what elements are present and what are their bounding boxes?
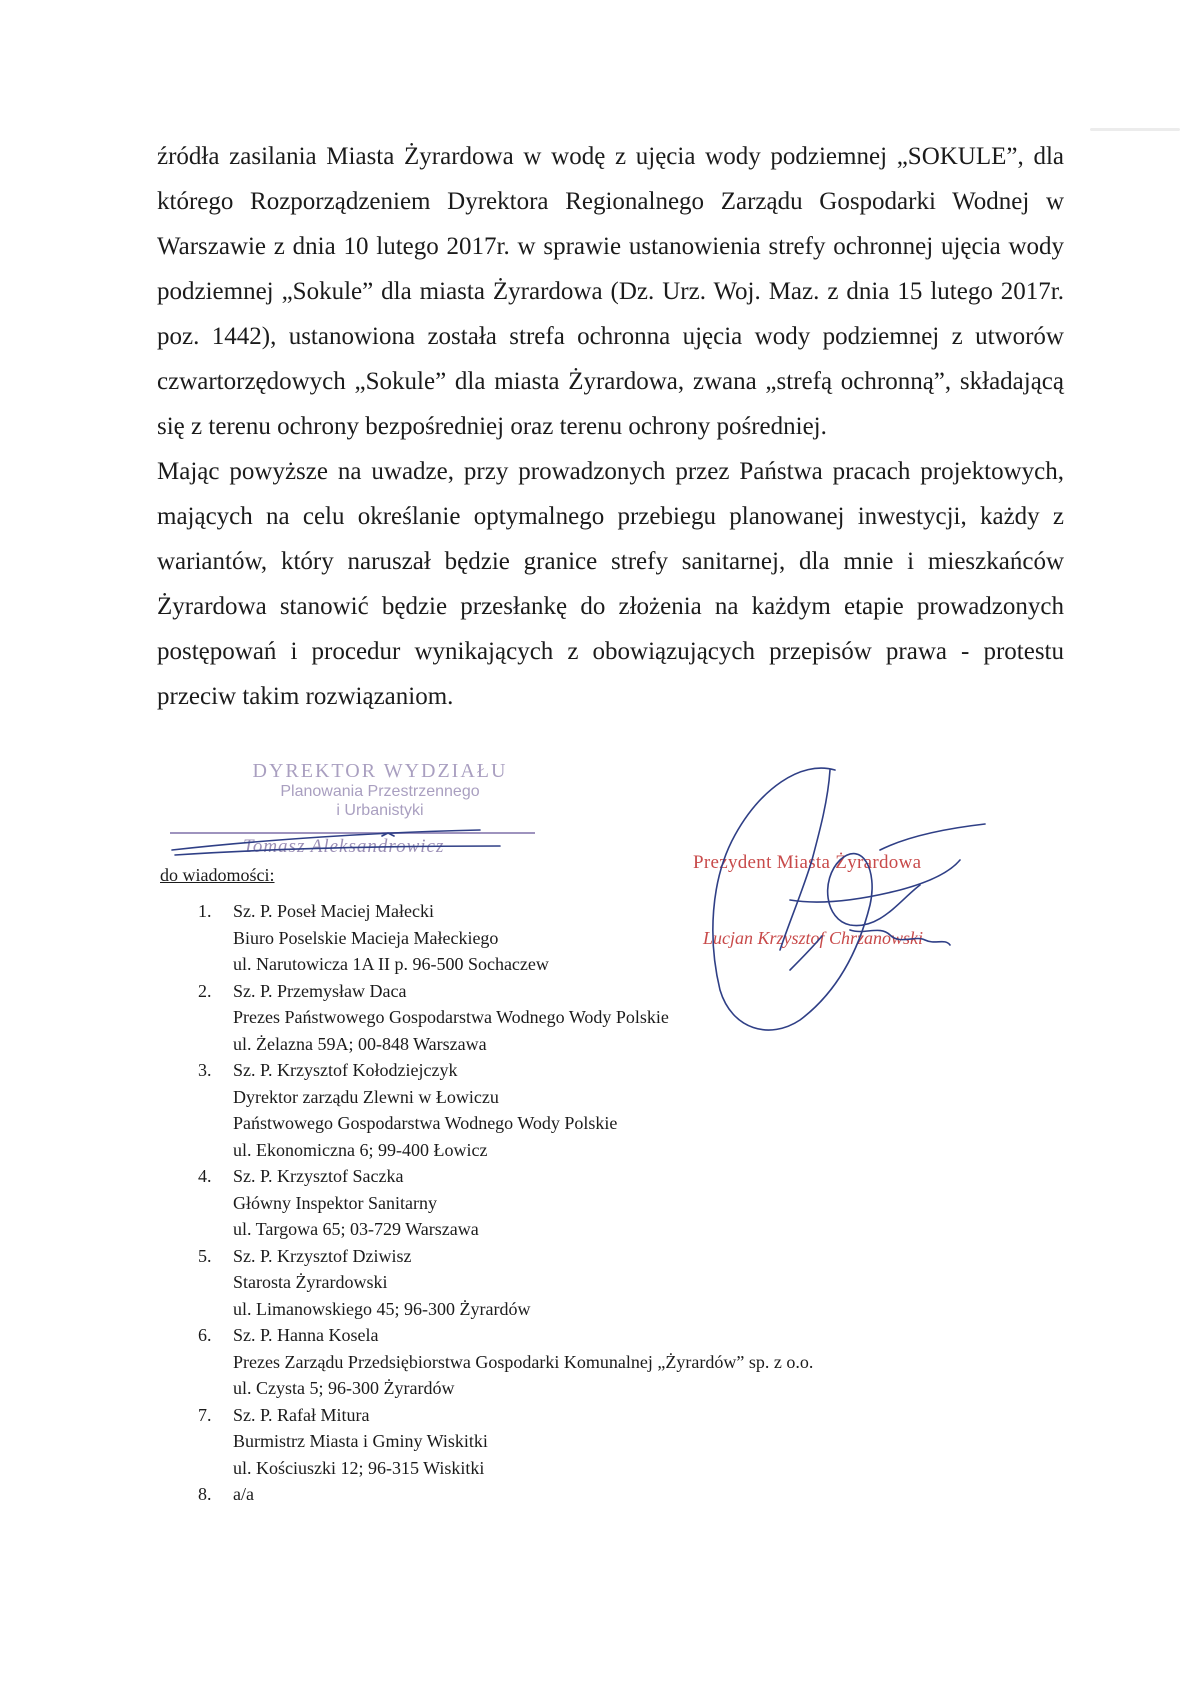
recipient-number: 1. [198, 901, 212, 921]
president-stamp [693, 852, 924, 948]
list-item [160, 1402, 1040, 1482]
recipient-line: Sz. P. Poseł Maciej Małecki [233, 901, 434, 921]
list-item [160, 898, 1040, 978]
list-item [160, 1481, 1040, 1508]
body-paragraph-1: źródła zasilania Miasta Żyrardowa w wodę z ujęcia wody podziemnej „SOKULE”, dla którego Rozporządzeniem Dyrektora Regionalnego Zarządu Gospodarki Wodnej w Warszawie z dnia 10 lutego 2017r. w sprawie ustanowienia strefy ochronnej ujęcia wody podziemnej „Sokule” dla miasta Żyrardowa (Dz. Urz. Woj. Maz. z dnia 15 lutego 2017r. poz. 1442), ustanowiona została strefa ochronna ujęcia wody podziemnej z utworów czwartorzędowych „Sokule” dla miasta Żyrardowa, zwana „strefą ochronną”, składającą się z terenu ochrony bezpośredniej oraz terenu ochrony pośredniej. [157, 143, 1064, 440]
recipient-line: ul. Narutowicza 1A II p. 96-500 Sochaczew [233, 954, 549, 974]
department-stamp-rule [170, 832, 535, 834]
recipient-line: Starosta Żyrardowski [233, 1272, 388, 1292]
recipient-line: a/a [233, 1484, 254, 1504]
distribution-heading: do wiadomości: [160, 865, 275, 885]
recipient-line: Sz. P. Przemysław Daca [233, 980, 407, 1001]
recipient-line: Biuro Poselskie Macieja Małeckiego [233, 927, 499, 948]
department-stamp-title: DYREKTOR WYDZIAŁU [252, 760, 508, 782]
recipient-line: Prezes Zarządu Przedsiębiorstwa Gospodarki Komunalnej „Żyrardów” sp. z o.o. [233, 1351, 814, 1372]
recipient-number: 7. [198, 1404, 212, 1425]
recipient-number: 5. [198, 1245, 212, 1266]
list-item [160, 1243, 1040, 1323]
recipient-line: Sz. P. Rafał Mitura [233, 1404, 370, 1425]
recipient-number: 4. [198, 1166, 212, 1186]
president-stamp-name: Lucjan Krzysztof Chrzanowski [703, 928, 924, 948]
recipient-line: Sz. P. Krzysztof Saczka [233, 1166, 404, 1186]
list-item [160, 1057, 1040, 1163]
recipient-line: Burmistrz Miasta i Gminy Wiskitki [233, 1431, 488, 1451]
recipient-line: Państwowego Gospodarstwa Wodnego Wody Polskie [233, 1113, 618, 1133]
recipient-line: Dyrektor zarządu Zlewni w Łowiczu [233, 1086, 499, 1107]
recipient-line: Sz. P. Krzysztof Dziwisz [233, 1245, 412, 1266]
recipient-line: ul. Żelazna 59A; 00-848 Warszawa [233, 1033, 487, 1054]
recipient-line: ul. Ekonomiczna 6; 99-400 Łowicz [233, 1139, 488, 1160]
letter-body [157, 134, 1064, 719]
recipient-number: 3. [198, 1060, 212, 1080]
recipient-line: ul. Limanowskiego 45; 96-300 Żyrardów [233, 1298, 531, 1319]
department-stamp-line3: i Urbanistyki [336, 802, 424, 819]
list-item [160, 1163, 1040, 1243]
recipient-number: 2. [198, 980, 212, 1001]
recipient-line: ul. Targowa 65; 03-729 Warszawa [233, 1219, 479, 1239]
recipient-number: 8. [198, 1484, 212, 1504]
list-item [160, 1322, 1040, 1402]
recipient-line: Sz. P. Krzysztof Kołodziejczyk [233, 1060, 458, 1080]
scan-artifact [1090, 128, 1180, 131]
recipient-list [160, 898, 1040, 1508]
department-stamp-name: Tomasz Aleksandrowicz [243, 836, 445, 857]
department-stamp-line2: Planowania Przestrzennego [280, 783, 480, 800]
recipient-number: 6. [198, 1325, 212, 1345]
list-item [160, 978, 1040, 1058]
recipient-line: ul. Kościuszki 12; 96-315 Wiskitki [233, 1457, 485, 1478]
president-stamp-title: Prezydent Miasta Żyrardowa [693, 852, 922, 873]
recipient-line: Główny Inspektor Sanitarny [233, 1192, 437, 1213]
body-paragraph-2: Mając powyższe na uwadze, przy prowadzonych przez Państwa pracach projektowych, mających na celu określanie optymalnego przebiegu planowanej inwestycji, każdy z wariantów, który naruszał będzie granice strefy sanitarnej, dla mnie i mieszkańców Żyrardowa stanowić będzie przesłankę do złożenia na każdym etapie prowadzonych postępowań i procedur wynikających z obowiązujących przepisów prawa - protestu przeciw takim rozwiązaniom. [157, 458, 1064, 710]
department-stamp [230, 760, 530, 820]
recipient-line: Sz. P. Hanna Kosela [233, 1325, 379, 1345]
recipient-line: ul. Czysta 5; 96-300 Żyrardów [233, 1378, 455, 1398]
recipient-line: Prezes Państwowego Gospodarstwa Wodnego Wody Polskie [233, 1007, 669, 1027]
